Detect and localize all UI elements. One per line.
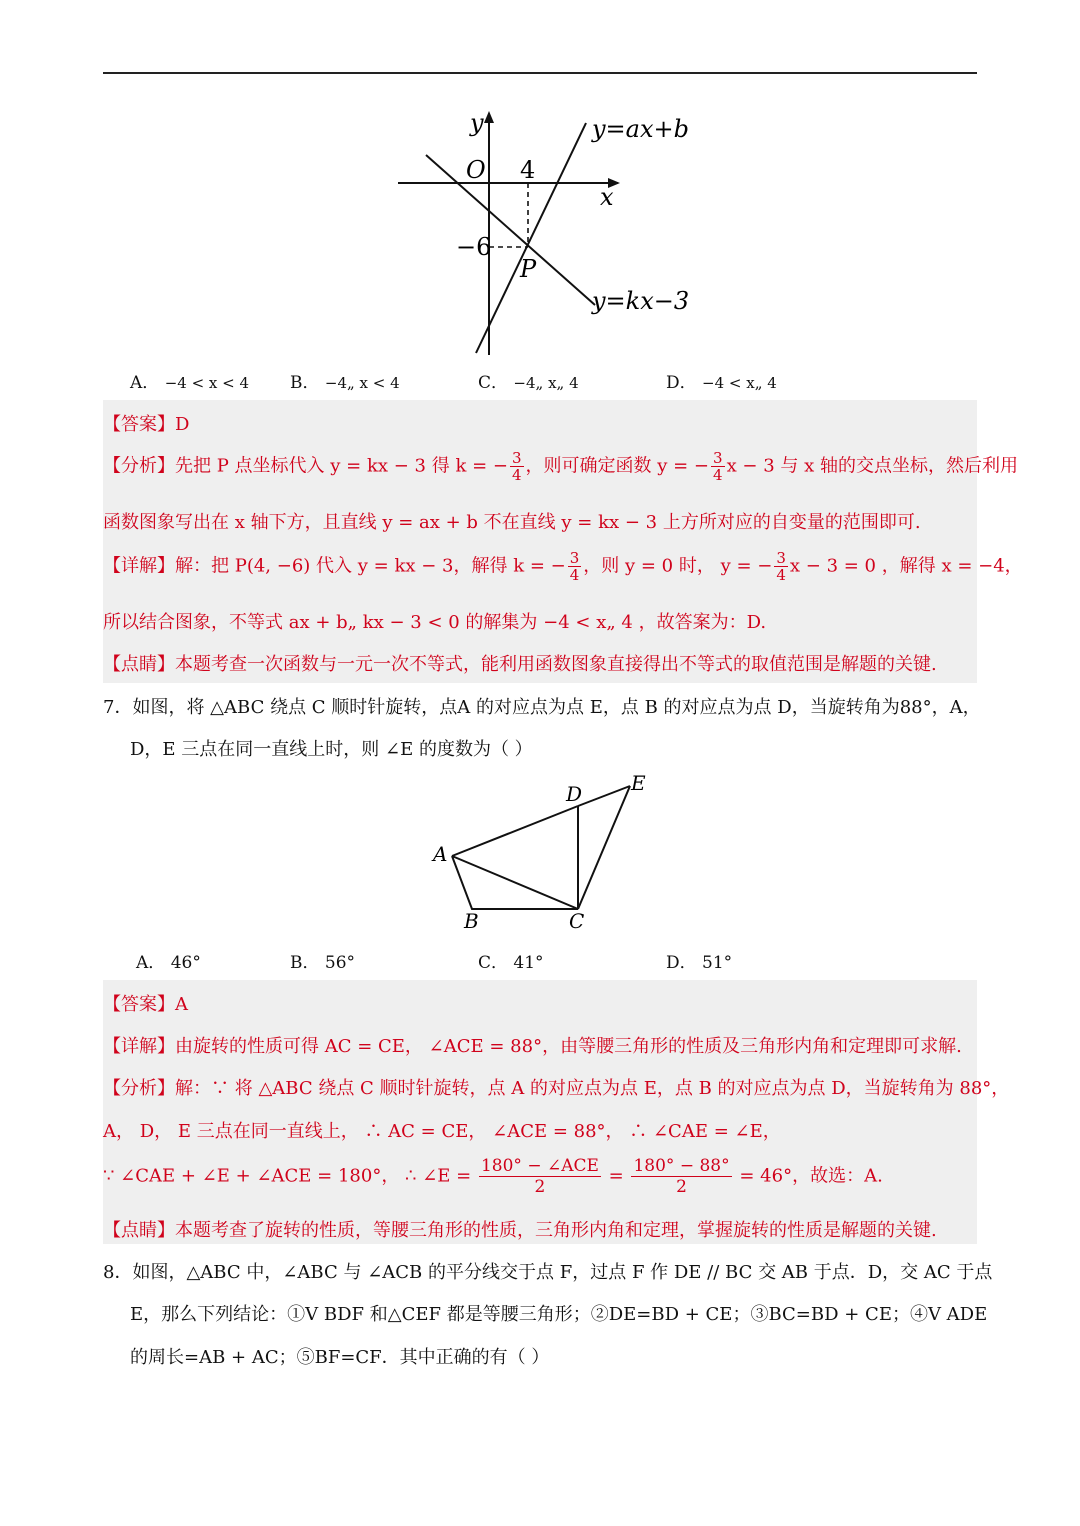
q6-analysis-line2: 函数图象写出在 x 轴下方，且直线 y = ax + b 不在直线 y = kx − 3 上方所对应的自变量的范围即可.: [103, 512, 921, 533]
x-axis-label: x: [600, 183, 614, 211]
q7-options: [130, 948, 970, 978]
q7-analysis-line1: 【分析】解：∵ 将 △ABC 绕点 C 顺时针旋转，点 A 的对应点为点 E，点 B 的对应点为点 D，当旋转角为 88°，: [103, 1078, 1010, 1099]
triangle-abc: [452, 856, 578, 909]
label-d: D: [566, 782, 583, 806]
q7-option-d: D． 51°: [666, 953, 733, 973]
q6-option-c: C． −4„ x„ 4: [478, 373, 579, 393]
label-b: B: [464, 909, 479, 933]
q7-analysis-line3: ∵ ∠CAE + ∠E + ∠ACE = 180°， ∴ ∠E = $\frac{\text{180° − ∠ACE}}{2}$ = $\frac{180^\circ - 88^\circ}{2}$ = 46°，故选：A.: [103, 1156, 883, 1197]
q6-solution-panel: [103, 400, 1023, 683]
y-tick-neg6: −6: [456, 233, 492, 261]
q7-option-a: A． 46°: [136, 953, 201, 973]
q7-answer: 【答案】A: [103, 994, 188, 1015]
q8-line2: E，那么下列结论：①V BDF 和△CEF 都是等腰三角形；②DE=BD + CE；③BC=BD + CE；④V ADE: [130, 1304, 988, 1325]
q7-comment: 【点睛】本题考查了旋转的性质，等腰三角形的性质，三角形内角和定理，掌握旋转的性质是解题的关键.: [103, 1220, 937, 1241]
label-e: E: [631, 771, 646, 795]
q7-triangle-figure: [428, 768, 658, 933]
q7-solution-panel: [103, 980, 1010, 1244]
header-rule: [103, 72, 977, 74]
q8-line1: 8．如图，△ABC 中，∠ABC 与 ∠ACB 的平分线交于点 F，过点 F 作 DE // BC 交 AB 于点．D，交 AC 于点: [103, 1262, 993, 1283]
x-tick-4: 4: [520, 156, 536, 184]
q6-analysis-line1: 【分析】先把 P 点坐标代入 y = kx − 3 得 k = − $\frac{3}{4}$ ，则可确定函数 y = − $\frac{3}{4}$ x − 3 与 x 轴的交点坐标，然后利用: [103, 449, 1019, 484]
line1-label: y=ax+b: [592, 115, 689, 143]
segment-ad: [452, 806, 578, 856]
q6-options: [130, 368, 970, 398]
origin-label: O: [466, 156, 486, 184]
q7-analysis-line2: A， D， E 三点在同一直线上， ∴ AC = CE， ∠ACE = 88°， ∴ ∠CAE = ∠E，: [103, 1121, 781, 1142]
q7-line2: D，E 三点在同一直线上时，则 ∠E 的度数为（ ）: [130, 739, 533, 760]
y-axis-label: y: [470, 109, 484, 137]
q6-option-a: A． −4 < x < 4: [130, 373, 250, 393]
q6-option-d: D． −4 < x„ 4: [666, 373, 777, 393]
q7-line1: 7．如图，将 △ABC 绕点 C 顺时针旋转，点A 的对应点为点 E，点 B 的对应点为点 D，当旋转角为88°，A，: [103, 697, 981, 718]
q6-detail-line2: 所以结合图象，不等式 ax + b„ kx − 3 < 0 的解集为 −4 < x„ 4 ，故答案为：D.: [103, 612, 767, 633]
q6-function-graph: [390, 105, 710, 360]
line2-label: y=kx−3: [592, 287, 690, 315]
label-c: C: [569, 909, 585, 933]
y-axis-arrow: [484, 111, 494, 123]
q6-detail-line1: 【详解】解：把 P(4, −6) 代入 y = kx − 3，解得 k = − $\frac{3}{4}$ ，则 y = 0 时， y = − $\frac{3}{4}$ x − 3 = 0 ，解得 x = −4，: [103, 549, 1023, 584]
segment-ec: [578, 786, 630, 909]
q7-option-b: B． 56°: [290, 953, 356, 973]
q6-answer: 【答案】D: [103, 414, 190, 435]
q6-comment: 【点睛】本题考查一次函数与一元一次不等式，能利用函数图象直接得出不等式的取值范围是解题的关键.: [103, 654, 937, 675]
q7-detail: 【详解】由旋转的性质可得 AC = CE， ∠ACE = 88°，由等腰三角形的性质及三角形内角和定理即可求解.: [103, 1036, 962, 1057]
q8-line3: 的周长=AB + AC；⑤BF=CF．其中正确的有（ ）: [130, 1347, 550, 1368]
q6-option-b: B． −4„ x < 4: [290, 373, 400, 393]
point-p-label: P: [520, 255, 537, 283]
q7-option-c: C． 41°: [478, 953, 544, 973]
label-a: A: [433, 842, 448, 866]
